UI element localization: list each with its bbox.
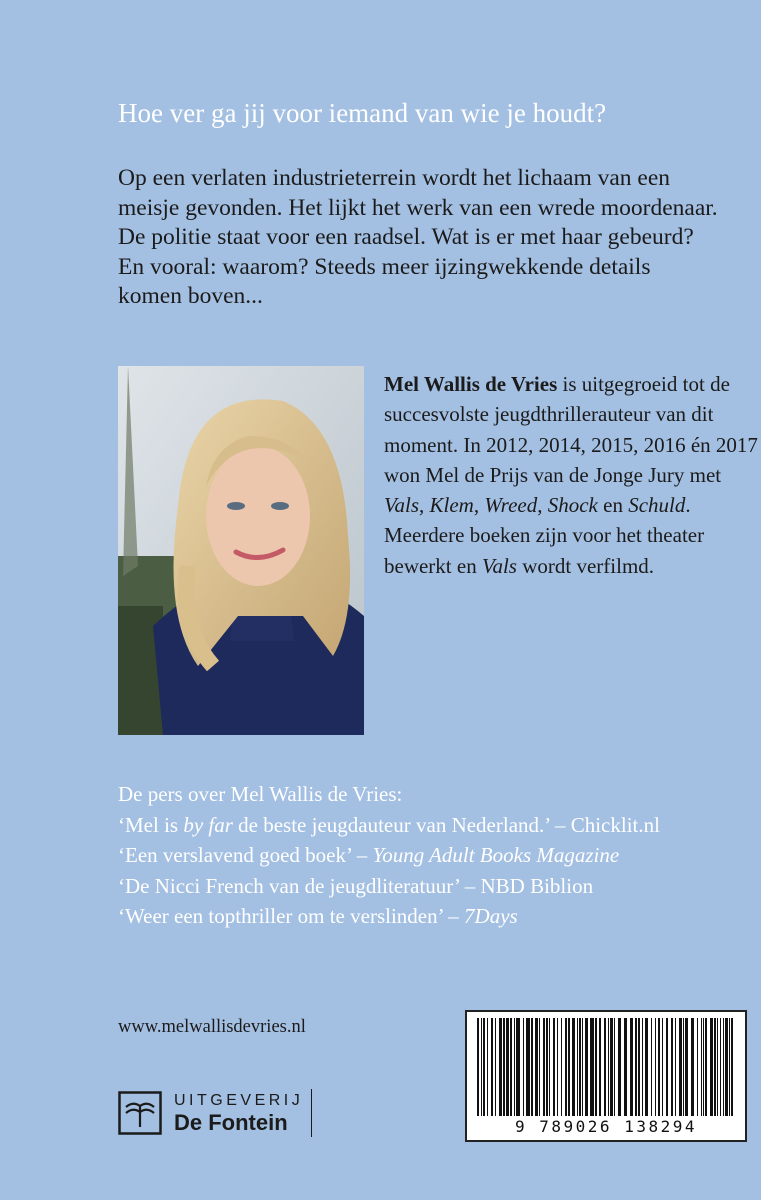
barcode-bar [477, 1018, 479, 1116]
barcode-bar [565, 1018, 567, 1116]
barcode-bar [725, 1018, 728, 1116]
barcode-bar [510, 1018, 512, 1116]
author-name: Mel Wallis de Vries [384, 372, 558, 396]
tagline: Hoe ver ga jij voor iemand van wie je houdt? [118, 98, 607, 128]
barcode-bar [526, 1018, 530, 1116]
quote-text: ‘Mel is [118, 812, 184, 837]
author-photo [118, 366, 364, 735]
barcode-bar [523, 1018, 524, 1116]
barcode-bar [514, 1018, 515, 1116]
barcode-bar [683, 1018, 684, 1116]
barcode-bar [671, 1018, 673, 1116]
barcode-bar [595, 1018, 597, 1116]
bio-text: , [537, 493, 548, 518]
barcode-bars [473, 1018, 739, 1116]
press-heading: De pers over Mel Wallis de Vries: [118, 782, 403, 806]
book-title: Schuld [628, 493, 686, 518]
barcode-bar [645, 1018, 648, 1116]
barcode-bar [723, 1018, 724, 1116]
quote-text: ‘Een verslavend goed boek’ – [118, 843, 373, 867]
barcode-bar [685, 1018, 688, 1116]
barcode-bar [495, 1018, 496, 1116]
barcode-bar [610, 1018, 613, 1116]
book-title: Vals [481, 553, 517, 578]
barcode-bar [590, 1018, 594, 1116]
barcode-bar [499, 1018, 502, 1116]
barcode-bar [705, 1018, 707, 1116]
website-url[interactable]: www.melwallisdevries.nl [118, 1017, 306, 1037]
barcode-bar [666, 1018, 668, 1116]
isbn-barcode [465, 1010, 747, 1142]
barcode-bar [506, 1018, 509, 1116]
barcode-bar [675, 1018, 676, 1116]
barcode-bar [535, 1018, 538, 1116]
barcode-bar [483, 1018, 485, 1116]
quote-text: ‘Weer een topthriller om te verslinden’ – [118, 904, 465, 928]
barcode-bar [703, 1018, 704, 1116]
barcode-bar [630, 1018, 633, 1116]
barcode-bar [557, 1018, 558, 1116]
book-title: Wreed [484, 493, 538, 518]
author-photo-illustration [118, 366, 364, 735]
barcode-bar [543, 1018, 545, 1116]
barcode-bar [697, 1018, 698, 1116]
press-quote [118, 810, 748, 841]
barcode-bar [572, 1018, 575, 1116]
book-title: Klem [429, 493, 474, 518]
publisher-divider [311, 1089, 312, 1137]
barcode-bar [604, 1018, 606, 1116]
quote-source: Young Adult Books Magazine [372, 843, 620, 867]
barcode-bar [679, 1018, 682, 1116]
bio-text: wordt verfilmd. [516, 553, 655, 578]
barcode-bar [710, 1018, 713, 1116]
barcode-bar [481, 1018, 482, 1116]
barcode-bar [624, 1018, 627, 1116]
barcode-bar [553, 1018, 555, 1116]
barcode-bar [662, 1018, 663, 1116]
barcode-bar [579, 1018, 581, 1116]
barcode-bar [568, 1018, 570, 1116]
barcode-bar [658, 1018, 660, 1116]
barcode-bar [729, 1018, 730, 1116]
barcode-bar [635, 1018, 637, 1116]
barcode-bar [638, 1018, 640, 1116]
barcode-bar [561, 1018, 562, 1116]
barcode-bar [714, 1018, 716, 1116]
barcode-bar [487, 1018, 488, 1116]
barcode-bar [539, 1018, 540, 1116]
quote-emphasis: by far [183, 812, 233, 837]
barcode-bar [691, 1018, 694, 1116]
blurb: Op een verlaten industrieterrein wordt het lichaam van een meisje gevonden. Het lijkt het werk van een wrede moordenaar. De politie staat voor een raadsel. Wat is er met haar gebeurd? En vooral: waarom? Steeds meer ijzingwekkende details komen boven... [118, 165, 718, 309]
author-bio [384, 369, 759, 581]
publisher-line2: De Fontein [174, 1110, 288, 1135]
barcode-bar [701, 1018, 702, 1116]
barcode-bar [614, 1018, 615, 1116]
bio-text: is uitgegroeid tot de succesvolste jeugdthrillerauteur van dit moment. In 2012, 2014, 2015, 2016 én 2017 won Mel de Prijs van de Jonge Jury met [384, 372, 758, 487]
bio-text: , [473, 493, 485, 518]
barcode-bar [516, 1018, 520, 1116]
barcode-bar [720, 1018, 721, 1116]
barcode-bar [642, 1018, 643, 1116]
quote-text: de beste jeugdauteur van Nederland.’ – Chicklit.nl [232, 812, 660, 837]
bio-text: , [419, 493, 430, 518]
publisher-emblem-icon [118, 1091, 162, 1135]
isbn-number: 9 789026 138294 [515, 1117, 697, 1136]
barcode-bar [503, 1018, 505, 1116]
barcode-bar [549, 1018, 550, 1116]
bio-text: en [597, 493, 629, 518]
barcode-bar [618, 1018, 621, 1116]
quote-text: ‘De Nicci French van de jeugdliteratuur’ – NBD Biblion [118, 873, 594, 898]
book-title: Vals [384, 493, 420, 518]
barcode-bar [585, 1018, 588, 1116]
publisher-line1: UITGEVERIJ [174, 1092, 304, 1109]
press-quote [118, 871, 748, 902]
publisher-name [174, 1091, 303, 1135]
publisher-logo [118, 1088, 312, 1138]
press-quotes [118, 779, 748, 932]
barcode-bar [546, 1018, 548, 1116]
book-title: Shock [547, 493, 598, 518]
barcode-bar [531, 1018, 533, 1116]
barcode-bar [608, 1018, 609, 1116]
quote-source: 7Days [464, 904, 518, 928]
barcode-bar [655, 1018, 656, 1116]
press-quote [118, 840, 748, 871]
barcode-bar [491, 1018, 493, 1116]
press-quote [118, 901, 748, 932]
barcode-bar [599, 1018, 601, 1116]
barcode-bar [577, 1018, 578, 1116]
barcode-bar [717, 1018, 718, 1116]
barcode-bar [731, 1018, 733, 1116]
barcode-bar [651, 1018, 652, 1116]
bio-text: . Meerdere boeken zijn voor het theater bewerkt en [384, 493, 705, 578]
barcode-bar [582, 1018, 583, 1116]
